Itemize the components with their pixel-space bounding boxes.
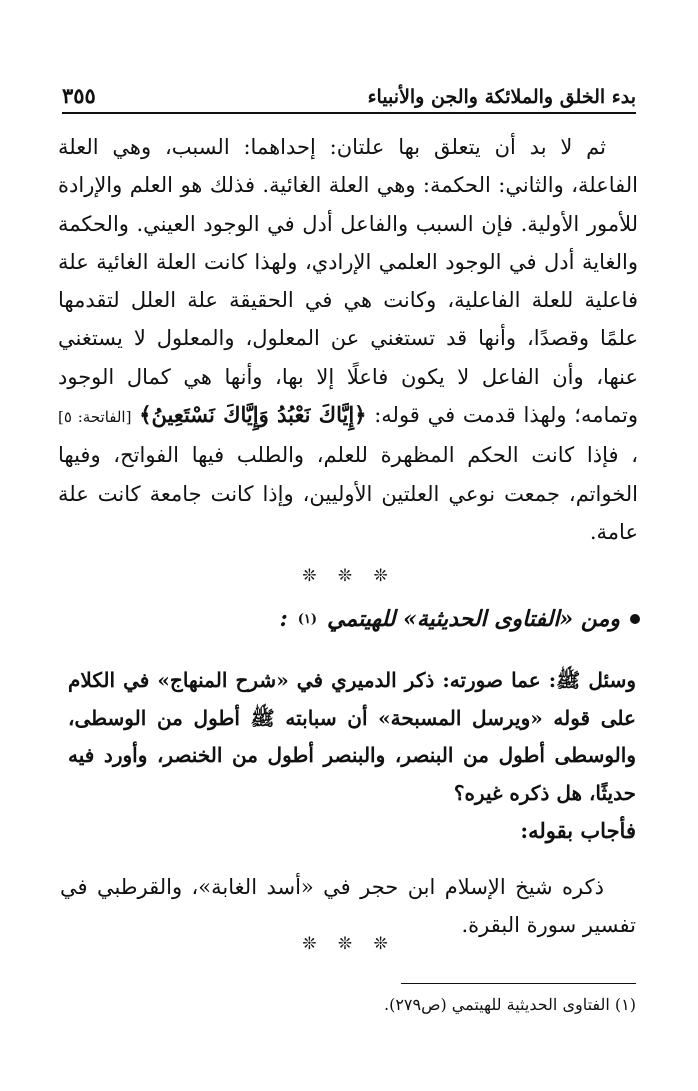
answer-text: ذكره شيخ الإسلام ابن حجر في «أسد الغابة»، والقرطبي في تفسير سورة البقرة. xyxy=(60,875,636,937)
answer-label: فأجاب بقوله: xyxy=(520,818,636,843)
page-number: ٣٥٥ xyxy=(62,83,96,108)
footnote: (١) الفتاوى الحديثية للهيتمي (ص٢٧٩). xyxy=(383,995,636,1014)
paragraph-1 xyxy=(58,128,638,551)
header-divider xyxy=(62,112,636,114)
page-header xyxy=(62,68,636,108)
paragraph-1-part-b: ، فإذا كانت الحكم المظهرة للعلم، والطلب فيها الفواتح، وفيها الخواتم، جمعت نوعي العلتين الأوليين، وإذا كانت جامعة كانت علة عامة. xyxy=(58,443,638,544)
section-heading-colon: : xyxy=(279,606,288,632)
footnote-reference: (١) xyxy=(297,611,318,627)
bullet-icon xyxy=(630,614,640,624)
main-paragraph xyxy=(58,128,638,551)
section-separator: ❊ ❊ ❊ xyxy=(302,566,396,586)
running-title: بدء الخلق والملائكة والجن والأنبياء xyxy=(367,86,636,108)
quran-reference: [الفاتحة: ٥] xyxy=(58,408,132,427)
section-heading-text: ومن «الفتاوى الحديثية» للهيتمي xyxy=(327,606,620,632)
answer-paragraph xyxy=(60,868,636,944)
section-heading xyxy=(64,606,640,632)
section-separator-2: ❊ ❊ ❊ xyxy=(302,934,396,954)
footnote-divider xyxy=(401,983,636,984)
question-text: وسئل ﷺ: عما صورته: ذكر الدميري في «شرح المنهاج» في الكلام على قوله «ويرسل المسبحة» أن سبابته ﷺ أطول من الوسطى، والوسطى أطول من البنصر، والبنصر أطول من الخنصر، وأورد فيه حديثًا، هل ذكره غيره؟ xyxy=(68,668,636,805)
quran-verse: ﴿إِيَّاكَ نَعْبُدُ وَإِيَّاكَ نَسْتَعِينُ﴾ xyxy=(139,402,367,428)
paragraph-1-part-a: ثم لا بد أن يتعلق بها علتان: إحداهما: السبب، وهي العلة الفاعلة، والثاني: الحكمة: وهي العلة الغائية. فذلك هو العلم والإرادة للأمور الأولية. فإن السبب والفاعل أدل في الوجود العيني. والحكمة والغاية أدل في الوجود العلمي الإرادي، ولهذا كانت العلة الغائية علة فاعلية للعلة الفاعلية، وكانت هي في الحقيقة علة العلل لتقدمها علمًا وقصدًا، وأنها قد تستغني عن المعلول، والمعلول لا يستغني عنها، وأن الفاعل لا يكون فاعلًا إلا بها، وأنها هي كمال الوجود وتمامه؛ ولهذا قدمت في قوله: xyxy=(58,135,638,428)
